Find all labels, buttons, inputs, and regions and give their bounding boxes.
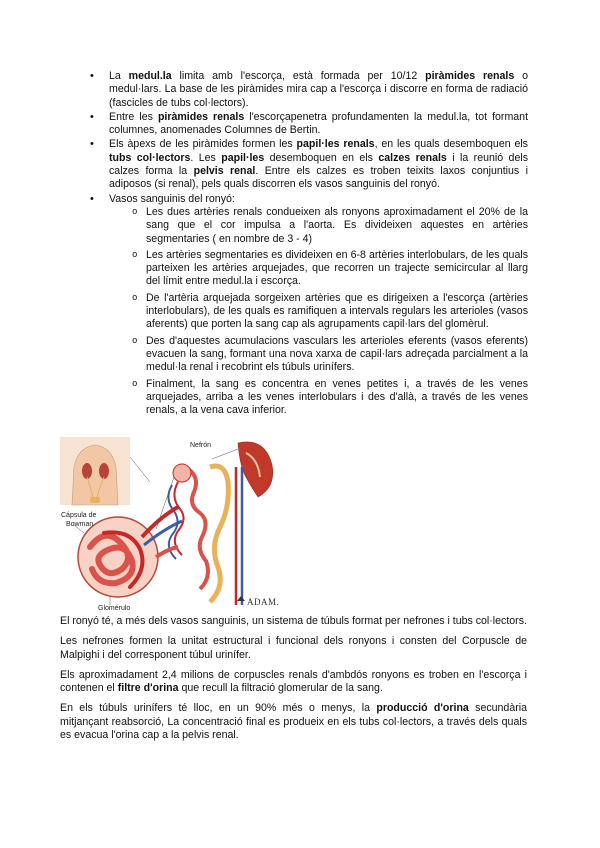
sub-list	[109, 206, 528, 417]
bullet-medulla	[87, 70, 528, 110]
paragraph	[60, 669, 527, 696]
paragraph	[60, 702, 527, 742]
bold-term: piràmides renals	[157, 110, 245, 123]
adam-brand: ADAM.	[247, 597, 280, 607]
bold-term: papil·les renals	[296, 138, 375, 151]
bold-term: medul.la	[128, 70, 172, 82]
paragraph: Les nefrones formen la unitat estructural i funcional dels ronyons i consten del Corpuscle de Malpighi i del corresponent túbul urinífer.	[60, 635, 527, 661]
bullet-list	[87, 70, 528, 417]
bullet-blood-vessels	[87, 193, 528, 418]
bullet-section	[87, 70, 528, 420]
label-bowman: Bowman	[66, 521, 94, 528]
text: i la reunió dels calzes forma la	[109, 151, 528, 178]
torso-inset	[60, 437, 150, 505]
bullet-papillae	[87, 138, 528, 191]
text: desemboquen en els	[264, 151, 379, 164]
text: o medul·lars. La base de les piràmides mira cap a l'escorça i discorre en forma de radiació (fascicles de tubs col·lectors).	[109, 70, 529, 109]
text: l'escorçapenetra profundamenten la medul.la, tot formant columnes, anomenades Columnes de Bertin.	[109, 110, 529, 137]
sub-item: o Les artèries segmentaries es divideixen en 6-8 artèries interlobulars, de les quals parteixen les artèries arquejades, que recorren un trajecte semicircular al llarg del límit entre medul.la i escorça.	[109, 249, 528, 289]
text: secundària mitjançant reabsorció, La concentració final es produeix en els tubs col·lectors, a través dels quals es evacua l'orina cap a la pelvis renal.	[60, 702, 527, 742]
nephron-tubules	[168, 464, 242, 605]
bold-term: pelvis renal	[193, 165, 256, 178]
text: que recull la filtració glomerular de la sang.	[178, 682, 383, 695]
bold-term: papil·les	[221, 151, 265, 164]
text: Entre les	[109, 110, 158, 123]
text: , en les quals desemboquen els	[374, 138, 528, 151]
bold-term: tubs col·lectors	[109, 151, 191, 164]
bullet-columns	[87, 111, 528, 138]
sub-item: o Finalment, la sang es concentra en venes petites i, a través de les venes arquejades, arriba a les venes interlobulars i des d'allà, a través de les venes renals, a la vena cava inferior.	[109, 378, 528, 418]
label-capsula: Cápsula de	[61, 512, 97, 519]
bold-term: calzes renals	[378, 151, 447, 164]
text: En els túbuls urinífers té lloc, en un 90% més o menys, la	[60, 702, 377, 715]
text: . Entre els calzes es troben teixits laxos conjuntius i adiposos (si renal), pels quals discorren els vasos sanguinis del ronyó.	[109, 165, 528, 191]
bold-term: filtre d'orina	[117, 682, 179, 695]
sub-item: o Des d'aquestes acumulacions vasculars les arterioles eferents (vasos eferents) evacuen la sang, formant una nova xarxa de capil·lars adreçada parcialment a la medul·la renal i recobrint els túbuls urinífers.	[109, 335, 528, 375]
text: La	[109, 70, 129, 82]
bold-term: piràmides renals	[425, 70, 515, 82]
sub-item: o Les dues artèries renals condueixen als ronyons aproximadament el 20% de la sang que el cor impulsa a l'aorta. Es divideixen aquestes en artèries segmentaries ( en nombre de 3 - 4)	[109, 206, 528, 246]
label-glomerulo: Glomérulo	[98, 605, 131, 612]
bold-term: producció d'orina	[376, 702, 469, 715]
nephron-illustration	[60, 437, 305, 612]
text: Els àpexs de les piràmides formen les	[109, 138, 297, 151]
label-nefron: Nefrón	[190, 442, 212, 449]
text: Els aproximadament 2,4 milions de corpuscles renals d'ambdós ronyons es troben en l'escorça i contenen el	[60, 668, 527, 695]
text: . Les	[190, 151, 222, 164]
adam-logo	[237, 596, 279, 607]
bullet-title: Vasos sanguinis del ronyó:	[109, 192, 235, 205]
paragraph-section	[60, 615, 527, 749]
text: limita amb l'escorça, està formada per 10/12	[171, 70, 426, 82]
sub-item: o De l'artèria arquejada sorgeixen artèries que es dirigeixen a l'escorça (artèries interlobulars), de les quals es ramifiquen a intervals regulars les arterioles (vasos aferents) que porten la sang cap als agrupaments capil·lars del glomèrul.	[109, 292, 528, 332]
paragraph: El ronyó té, a més dels vasos sanguinis, un sistema de túbuls format per nefrones i tubs col·lectors.	[60, 615, 527, 627]
